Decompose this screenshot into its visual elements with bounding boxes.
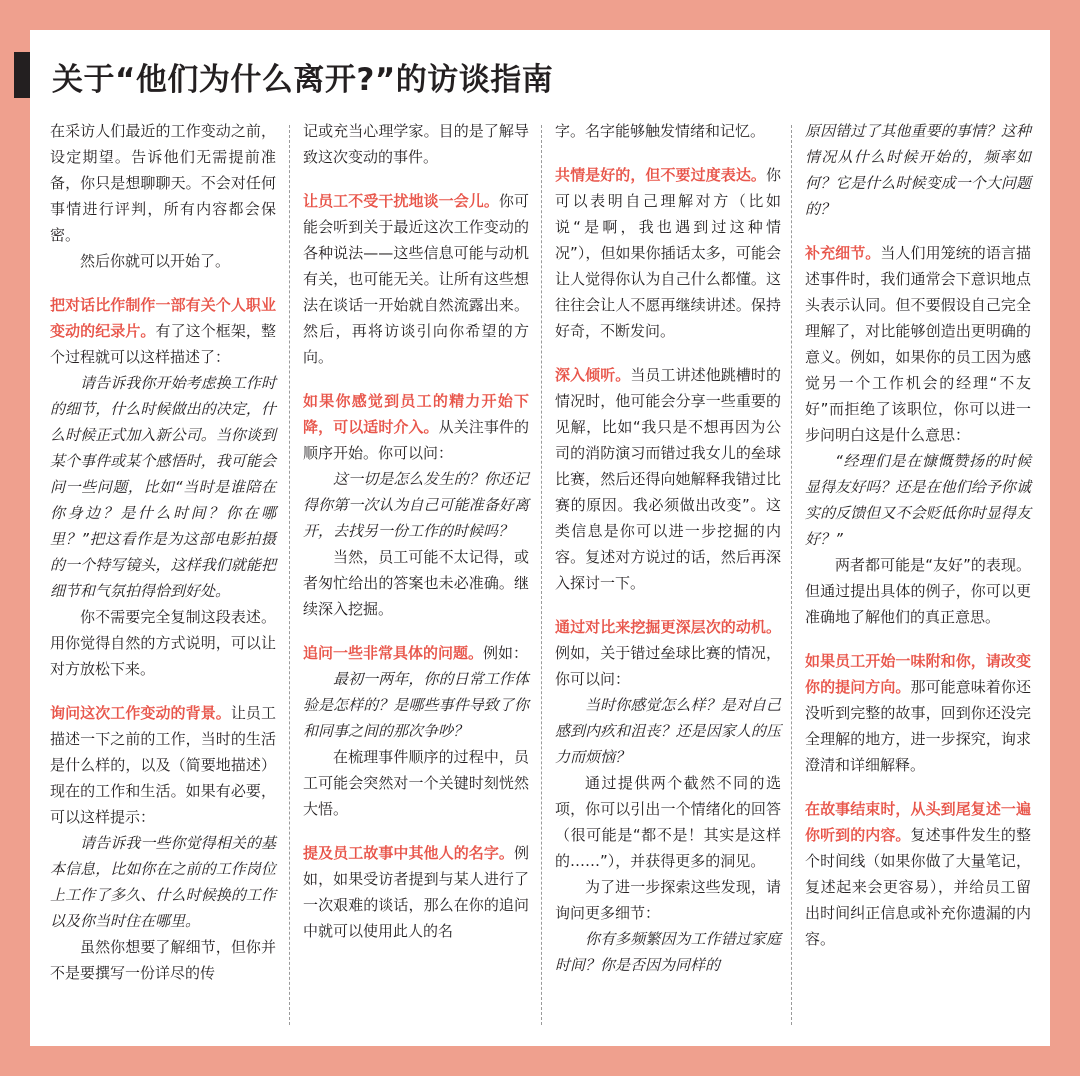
section-paragraph <box>555 162 781 344</box>
section-body: 你可能会听到关于最近这次工作变动的各种说法——这些信息可能与动机有关，也可能无关。让所有这些想法在谈话一开始就自然流露出来。然后，再将访谈引向你希望的方向。 <box>303 192 529 366</box>
section-heading: 通过对比来挖掘更深层次的动机。 <box>555 618 781 636</box>
title-marker-bar <box>14 52 30 98</box>
paragraph: 虽然你想要了解细节，但你并不是要撰写一份详尽的传 <box>50 938 276 982</box>
corner-notch-top-left <box>30 30 56 56</box>
quote: 请告诉我你开始考虑换工作时的细节，什么时候做出的决定，什么时候正式加入新公司。当你谈到某个事件或某个感悟时，我可能会问一些问题，比如“当时是谁陪在你身边？是什么时间？你在哪里？”把这看作是为这部电影拍摄的一个特写镜头，这样我们就能把细节和气氛拍得恰到好处。 <box>50 374 276 600</box>
section-paragraph <box>555 614 781 692</box>
quote: 这一切是怎么发生的？你还记得你第一次认为自己可能准备好离开，去找另一份工作的时候吗？ <box>303 470 529 540</box>
column-divider <box>541 125 542 1025</box>
column-divider <box>289 125 290 1025</box>
section-heading: 补充细节。 <box>805 244 881 262</box>
paragraph: 然后你就可以开始了。 <box>80 252 231 270</box>
section-body: 例如，关于错过垒球比赛的情况，你可以问： <box>555 644 781 688</box>
paragraph: 你不需要完全复制这段表述。用你觉得自然的方式说明，可以让对方放松下来。 <box>50 608 276 678</box>
section-paragraph <box>555 362 781 596</box>
section-heading: 追问一些非常具体的问题。 <box>303 644 484 662</box>
paragraph: 在采访人们最近的工作变动之前，设定期望。告诉他们无需提前准备，你只是想聊聊天。不会对任何事情进行评判，所有内容都会保密。 <box>50 122 276 244</box>
section-heading: 共情是好的，但不要过度表达。 <box>555 166 766 184</box>
section-paragraph <box>303 840 529 944</box>
paragraph: 两者都可能是“友好”的表现。但通过提出具体的例子，你可以更准确地了解他们的真正意思。 <box>805 556 1031 626</box>
quote: “经理们是在慷慨赞扬的时候显得友好吗？还是在他们给予你诚实的反馈但又不会贬低你时显得友好？” <box>805 452 1031 548</box>
section-paragraph <box>50 292 276 370</box>
section-body: 例如，如果受访者提到与某人进行了一次艰难的谈话，那么在你的追问中就可以使用此人的名 <box>303 844 529 940</box>
text-column-1 <box>50 118 276 986</box>
text-column-4 <box>805 118 1031 952</box>
text-column-3 <box>555 118 781 978</box>
paragraph: 在梳理事件顺序的过程中，员工可能会突然对一个关键时刻恍然大悟。 <box>303 748 529 818</box>
section-heading: 在故事结束时，从头到尾复述一遍你听到的内容。 <box>805 800 1031 844</box>
section-paragraph <box>805 648 1031 778</box>
column-divider <box>791 125 792 1025</box>
section-body: 让员工描述一下之前的工作，当时的生活是什么样的，以及（简要地描述）现在的工作和生活。如果有必要，可以这样提示： <box>50 704 276 826</box>
section-body: 从关注事件的顺序开始。你可以问： <box>303 418 529 462</box>
section-paragraph <box>805 796 1031 952</box>
article-title: 关于“他们为什么离开?”的访谈指南 <box>52 62 554 98</box>
section-heading: 询问这次工作变动的背景。 <box>50 704 231 722</box>
section-paragraph <box>805 240 1031 448</box>
quote: 原因错过了其他重要的事情？这种情况从什么时候开始的，频率如何？它是什么时候变成一个大问题的？ <box>805 122 1031 218</box>
section-paragraph <box>303 388 529 466</box>
quote: 你有多频繁因为工作错过家庭时间？你是否因为同样的 <box>555 930 781 974</box>
section-heading: 如果你感觉到员工的精力开始下降，可以适时介入。 <box>303 392 529 436</box>
section-heading: 深入倾听。 <box>555 366 631 384</box>
section-heading: 提及员工故事中其他人的名字。 <box>303 844 514 862</box>
section-body: 有了这个框架，整个过程就可以这样描述了： <box>50 322 276 366</box>
text-column-2 <box>303 118 529 944</box>
section-body: 那可能意味着你还没听到完整的故事，回到你还没完全理解的地方，进一步探究，询求澄清和详细解释。 <box>805 678 1031 774</box>
paragraph: 通过提供两个截然不同的选项，你可以引出一个情绪化的回答（很可能是“都不是！其实是这样的……”），并获得更多的洞见。 <box>555 774 781 870</box>
section-heading: 如果员工开始一味附和你，请改变你的提问方向。 <box>805 652 1031 696</box>
quote: 请告诉我一些你觉得相关的基本信息，比如你在之前的工作岗位上工作了多久、什么时候换的工作以及你当时住在哪里。 <box>50 834 276 930</box>
paragraph: 为了进一步探索这些发现，请询问更多细节： <box>555 878 781 922</box>
paragraph: 记或充当心理学家。目的是了解导致这次变动的事件。 <box>303 122 529 166</box>
section-paragraph <box>303 640 529 666</box>
section-heading: 让员工不受干扰地谈一会儿。 <box>303 192 499 210</box>
section-body: 例如： <box>483 644 529 662</box>
section-paragraph <box>50 700 276 830</box>
section-heading: 把对话比作制作一部有关个人职业变动的纪录片。 <box>50 296 276 340</box>
section-body: 你可以表明自己理解对方（比如说“是啊，我也遇到过这种情况”），但如果你插话太多，可能会让人觉得你认为自己什么都懂。这往往会让人不愿再继续讲述。保持好奇，不断发问。 <box>555 166 781 340</box>
paragraph: 当然，员工可能不太记得，或者匆忙给出的答案也未必准确。继续深入挖掘。 <box>303 548 529 618</box>
quote: 当时你感觉怎么样？是对自己感到内疚和沮丧？还是因家人的压力而烦恼？ <box>555 696 781 766</box>
section-body: 当员工讲述他跳槽时的情况时，他可能会分享一些重要的见解，比如“我只是不想再因为公司的消防演习而错过我女儿的垒球比赛，然后还得向她解释我错过比赛的原因。我必须做出改变”。这类信息是你可以进一步挖掘的内容。复述对方说过的话，然后再深入探讨一下。 <box>555 366 781 592</box>
section-body: 当人们用笼统的语言描述事件时，我们通常会下意识地点头表示认同。但不要假设自己完全理解了，对比能够创造出更明确的意义。例如，如果你的员工因为感觉另一个工作机会的经理“不友好”而拒绝了该职位，你可以进一步问明白这是什么意思： <box>805 244 1031 444</box>
section-body: 复述事件发生的整个时间线（如果你做了大量笔记，复述起来会更容易），并给员工留出时间纠正信息或补充你遗漏的内容。 <box>805 826 1031 948</box>
section-paragraph <box>303 188 529 370</box>
corner-notch-bottom-right <box>1024 1020 1050 1046</box>
paragraph: 字。名字能够触发情绪和记忆。 <box>555 122 766 140</box>
quote: 最初一两年，你的日常工作体验是怎样的？是哪些事件导致了你和同事之间的那次争吵？ <box>303 670 529 740</box>
